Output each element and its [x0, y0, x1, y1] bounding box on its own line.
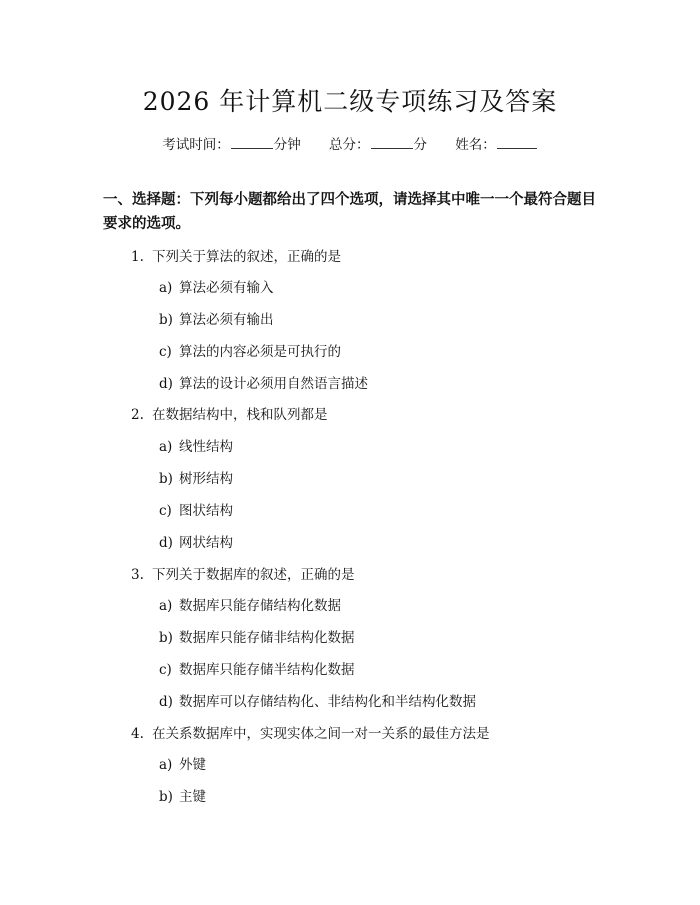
question-1-option-c: [159, 340, 341, 360]
option-text: 树形结构: [179, 471, 233, 487]
option-text: 图状结构: [179, 503, 233, 519]
option-letter: d): [159, 535, 173, 551]
question-number: 1.: [131, 249, 144, 265]
page-title: 2026 年计算机二级专项练习及答案: [142, 87, 558, 116]
question-text: 在关系数据库中，实现实体之间一对一关系的最佳方法是: [152, 726, 490, 742]
option-letter: c): [159, 662, 172, 678]
option-text: 数据库只能存储半结构化数据: [179, 662, 355, 678]
option-text: 数据库只能存储非结构化数据: [179, 630, 355, 646]
option-letter: d): [159, 376, 173, 392]
exam-time-blank: [231, 136, 273, 149]
option-text: 算法必须有输出: [179, 312, 274, 328]
option-letter: b): [159, 471, 173, 487]
question-1-option-b: [159, 308, 274, 328]
total-score-unit: 分: [413, 137, 427, 153]
section-title: 一、选择题：下列每小题都给出了四个选项，请选择其中唯一一个最符合题目要求的选项。: [103, 191, 596, 232]
exam-time-field: [162, 133, 301, 153]
question-3-option-c: [159, 658, 355, 678]
option-letter: d): [159, 694, 173, 710]
option-text: 数据库可以存储结构化、非结构化和半结构化数据: [179, 694, 476, 710]
question-3: [131, 563, 355, 583]
question-2-option-b: [159, 467, 233, 487]
name-blank: [497, 136, 537, 149]
option-letter: a): [159, 439, 173, 455]
option-text: 主键: [179, 789, 206, 805]
option-text: 算法必须有输入: [179, 280, 274, 296]
question-4-option-b: [159, 785, 206, 805]
question-4-option-a: [159, 753, 206, 773]
total-score-blank: [371, 136, 413, 149]
total-score-field: [329, 133, 427, 153]
question-1-option-d: [159, 372, 368, 392]
option-letter: c): [159, 503, 172, 519]
option-text: 算法的内容必须是可执行的: [179, 344, 341, 360]
question-text: 在数据结构中，栈和队列都是: [152, 407, 328, 423]
question-2: [131, 403, 328, 423]
name-field: [455, 133, 538, 153]
question-number: 3.: [131, 567, 144, 583]
option-letter: a): [159, 757, 173, 773]
question-2-option-c: [159, 499, 233, 519]
option-letter: b): [159, 630, 173, 646]
question-3-option-a: [159, 594, 341, 614]
question-number: 2.: [131, 407, 144, 423]
question-2-option-d: [159, 531, 233, 551]
question-text: 下列关于数据库的叙述，正确的是: [152, 567, 355, 583]
exam-time-unit: 分钟: [273, 137, 301, 153]
exam-meta: [0, 133, 700, 153]
option-letter: a): [159, 280, 173, 296]
option-letter: c): [159, 344, 172, 360]
question-1: [131, 245, 341, 265]
option-letter: a): [159, 598, 173, 614]
question-4: [131, 722, 490, 742]
total-score-label: 总分：: [329, 137, 370, 153]
question-2-option-a: [159, 435, 233, 455]
exam-time-label: 考试时间：: [162, 137, 230, 153]
option-letter: b): [159, 789, 173, 805]
name-label: 姓名：: [455, 137, 496, 153]
option-text: 数据库只能存储结构化数据: [179, 598, 341, 614]
question-3-option-b: [159, 626, 355, 646]
option-text: 线性结构: [179, 439, 233, 455]
question-number: 4.: [131, 726, 144, 742]
option-text: 外键: [179, 757, 206, 773]
option-letter: b): [159, 312, 173, 328]
option-text: 网状结构: [179, 535, 233, 551]
question-3-option-d: [159, 690, 476, 710]
question-1-option-a: [159, 276, 274, 296]
question-text: 下列关于算法的叙述，正确的是: [152, 249, 341, 265]
option-text: 算法的设计必须用自然语言描述: [179, 376, 368, 392]
